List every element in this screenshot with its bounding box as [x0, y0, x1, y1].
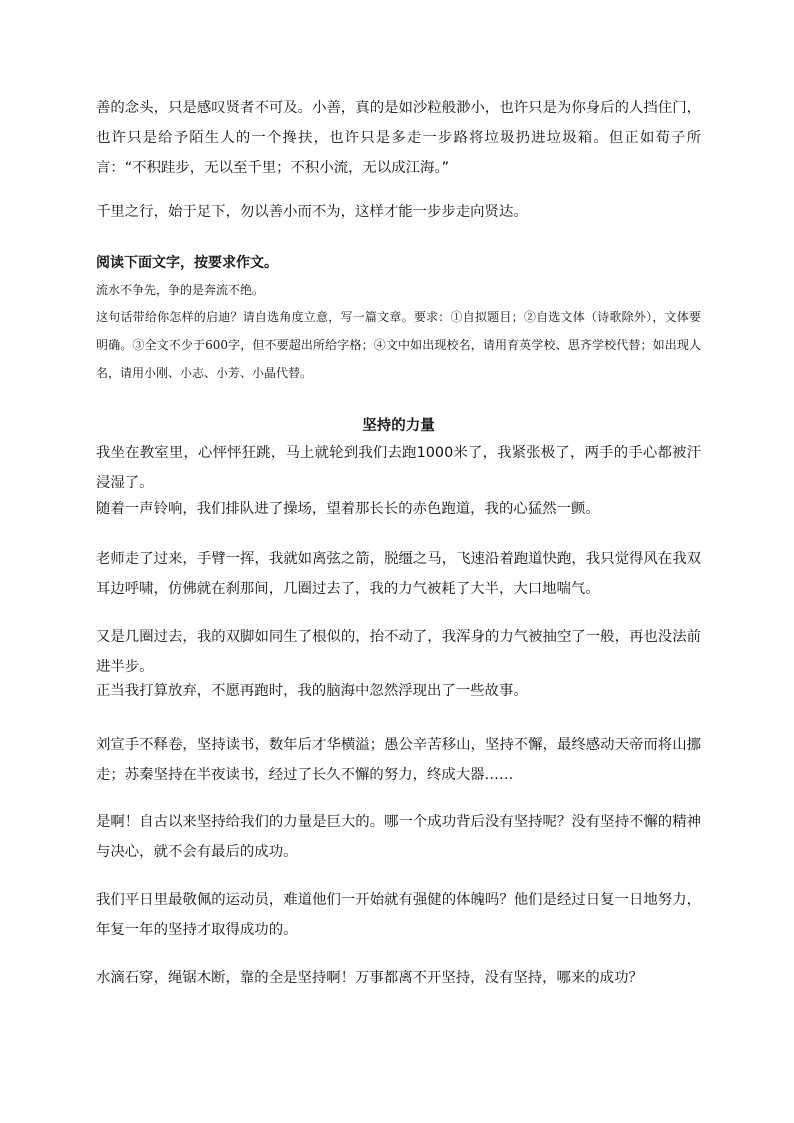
essay-paragraph: 又是几圈过去，我的双脚如同生了根似的，抬不动了，我浑身的力气被抽空了一般，再也没法前进半步。	[96, 629, 701, 675]
essay-paragraph: 是啊！自古以来坚持给我们的力量是巨大的。哪一个成功背后没有坚持呢？没有坚持不懈的精神与决心，就不会有最后的成功。	[96, 814, 701, 860]
essay-paragraph: 刘宣手不释卷，坚持读书，数年后才华横溢；愚公辛苦移山，坚持不懈，最终感动天帝而将山挪走；苏秦坚持在半夜读书，经过了长久不懈的努力，终成大器……	[96, 737, 701, 783]
essay-paragraph: 我坐在教室里，心怦怦狂跳，马上就轮到我们去跑1000米了，我紧张极了，两手的手心都被汗浸湿了。	[96, 445, 701, 491]
essay-paragraph: 我们平日里最敬佩的运动员，难道他们一开始就有强健的体魄吗？他们是经过日复一日地努力，年复一年的坚持才取得成功的。	[96, 892, 701, 938]
conclusion-paragraph: 千里之行，始于足下，勿以善小而不为，这样才能一步步走向贤达。	[96, 204, 528, 220]
essay-title: 坚持的力量	[362, 418, 435, 434]
document-page	[96, 0, 701, 1123]
essay-paragraph: 随着一声铃响，我们排队进了操场，望着那长长的赤色跑道，我的心猛然一颤。	[96, 501, 600, 517]
prompt-requirements: 这句话带给你怎样的启迪？请自选角度立意，写一篇文章。要求：①自拟题目；②自选文体（诗歌除外），文体要明确。③全文不少于600字，但不要超出所给字格；④文中如出现校名，请用育英学校、思齐学校代替；如出现人名，请用小刚、小志、小芳、小晶代替。	[96, 310, 701, 380]
essay-paragraph: 老师走了过来，手臂一挥，我就如离弦之箭，脱缰之马，飞速沿着跑道快跑，我只觉得风在我双耳边呼啸，仿佛就在刹那间，几圈过去了，我的力气被耗了大半，大口地喘气。	[96, 551, 701, 597]
prompt-quote: 流水不争先，争的是奔流不绝。	[96, 283, 265, 297]
essay-paragraph: 水滴石穿，绳锯木断，靠的全是坚持啊！万事都离不开坚持，没有坚持，哪来的成功？	[96, 970, 643, 986]
essay-paragraph: 正当我打算放弃，不愿再跑时，我的脑海中忽然浮现出了一些故事。	[96, 683, 528, 699]
prompt-heading: 阅读下面文字，按要求作文。	[96, 255, 278, 271]
intro-paragraph: 善的念头，只是感叹贤者不可及。小善，真的是如沙粒般渺小，也许只是为你身后的人挡住门，也许只是给予陌生人的一个搀扶，也许只是多走一步路将垃圾扔进垃圾箱。但正如荀子所言：“不积跬步，无以至千里；不积小流，无以成江海。”	[96, 100, 701, 176]
